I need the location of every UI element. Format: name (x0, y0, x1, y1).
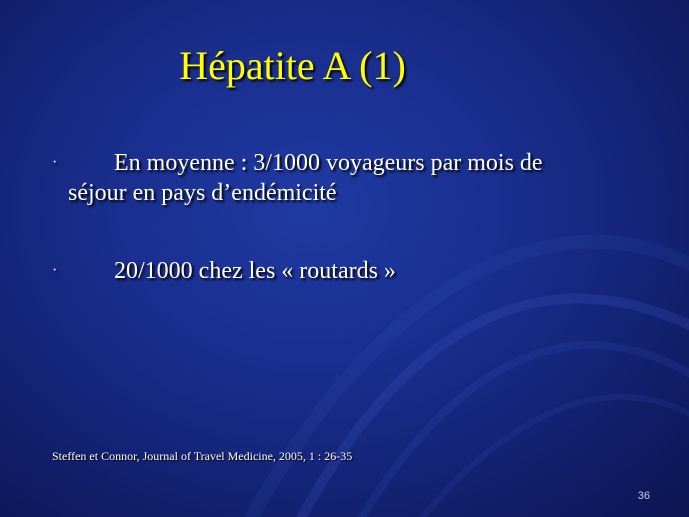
slide-title: Hépatite A (1) (179, 43, 406, 88)
page-number: 36 (637, 490, 650, 502)
bullet-marker: · (52, 262, 58, 279)
bullet-item-1 (52, 148, 632, 208)
bullet-text-line-1: En moyenne : 3/1000 voyageurs par mois de (114, 150, 543, 176)
bullet-text-line-1: 20/1000 chez les « routards » (114, 258, 396, 284)
bullet-text-line-2: séjour en pays d’endémicité (68, 180, 337, 206)
bullet-marker: · (52, 154, 58, 171)
reference-citation: Steffen et Connor, Journal of Travel Medicine, 2005, 1 : 26-35 (52, 449, 353, 463)
bullet-item-2 (52, 256, 632, 286)
